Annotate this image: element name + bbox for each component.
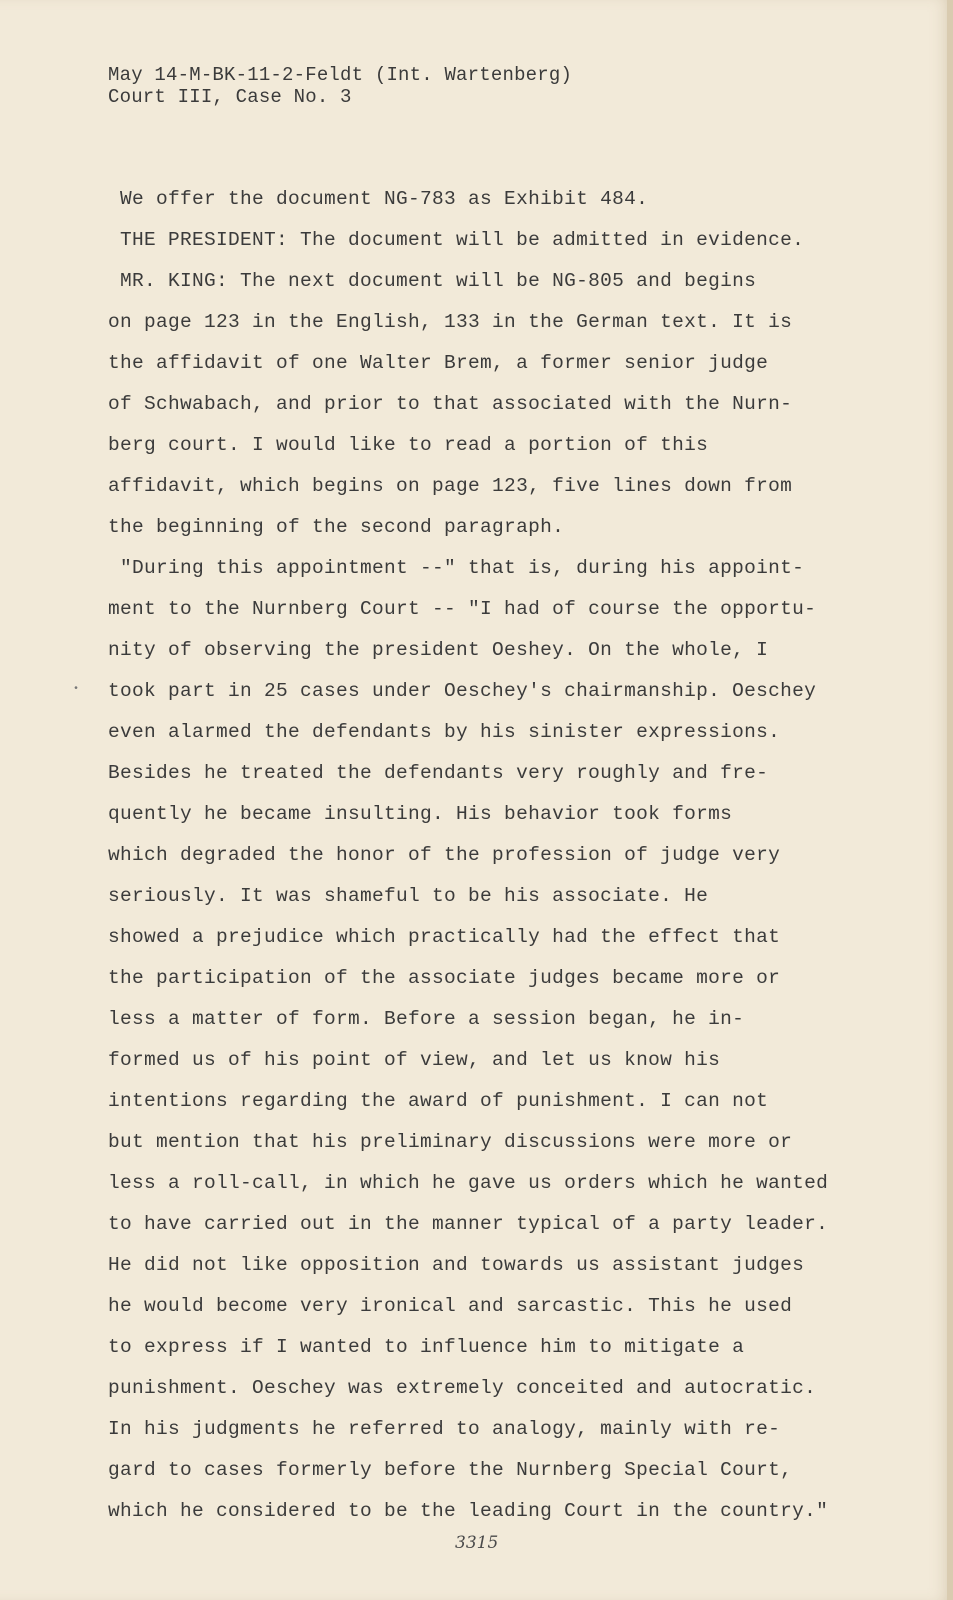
text-line: on page 123 in the English, 133 in the German text. It is (108, 311, 793, 333)
text-line: nity of observing the president Oeshey. On the whole, I (108, 639, 769, 661)
text-line: the participation of the associate judges became more or (108, 967, 781, 989)
text-line: but mention that his preliminary discussions were more or (108, 1131, 793, 1153)
text-line: formed us of his point of view, and let us know his (108, 1049, 721, 1071)
margin-speck: • (73, 684, 80, 695)
text-line: THE PRESIDENT: The document will be admitted in evidence. (108, 229, 805, 251)
text-line: intentions regarding the award of punishment. I can not (108, 1090, 769, 1112)
text-line: ment to the Nurnberg Court -- "I had of course the opportu- (108, 598, 817, 620)
text-line: he would become very ironical and sarcastic. This he used (108, 1295, 793, 1317)
page-edge (947, 0, 953, 1600)
text-line: berg court. I would like to read a portion of this (108, 434, 709, 456)
text-line: punishment. Oeschey was extremely conceited and autocratic. (108, 1377, 817, 1399)
text-line: showed a prejudice which practically had the effect that (108, 926, 781, 948)
text-line: Besides he treated the defendants very roughly and fre- (108, 762, 769, 784)
text-line: We offer the document NG-783 as Exhibit 484. (108, 188, 649, 210)
text-line: even alarmed the defendants by his sinister expressions. (108, 721, 781, 743)
document-header (108, 64, 572, 108)
text-line: which he considered to be the leading Court in the country." (108, 1500, 829, 1522)
text-line: to have carried out in the manner typical of a party leader. (108, 1213, 829, 1235)
transcript-body (108, 185, 938, 1538)
text-line: less a matter of form. Before a session began, he in- (108, 1008, 745, 1030)
text-line: took part in 25 cases under Oeschey's chairmanship. Oeschey (108, 680, 817, 702)
header-line-2: Court III, Case No. 3 (108, 86, 352, 108)
text-line: "During this appointment --" that is, during his appoint- (108, 557, 805, 579)
text-line: MR. KING: The next document will be NG-805 and begins (108, 270, 757, 292)
text-line: gard to cases formerly before the Nurnberg Special Court, (108, 1459, 793, 1481)
text-line: which degraded the honor of the profession of judge very (108, 844, 781, 866)
text-line: In his judgments he referred to analogy, mainly with re- (108, 1418, 781, 1440)
text-line: the beginning of the second paragraph. (108, 516, 565, 538)
page-number: 3315 (455, 1533, 499, 1553)
text-line: less a roll-call, in which he gave us orders which he wanted (108, 1172, 829, 1194)
text-line: to express if I wanted to influence him to mitigate a (108, 1336, 745, 1358)
header-line-1: May 14-M-BK-11-2-Feldt (Int. Wartenberg) (108, 64, 573, 86)
text-line: of Schwabach, and prior to that associated with the Nurn- (108, 393, 793, 415)
text-line: the affidavit of one Walter Brem, a former senior judge (108, 352, 769, 374)
text-line: seriously. It was shameful to be his associate. He (108, 885, 709, 907)
text-line: He did not like opposition and towards us assistant judges (108, 1254, 805, 1276)
text-line: quently he became insulting. His behavior took forms (108, 803, 733, 825)
text-line: affidavit, which begins on page 123, five lines down from (108, 475, 793, 497)
